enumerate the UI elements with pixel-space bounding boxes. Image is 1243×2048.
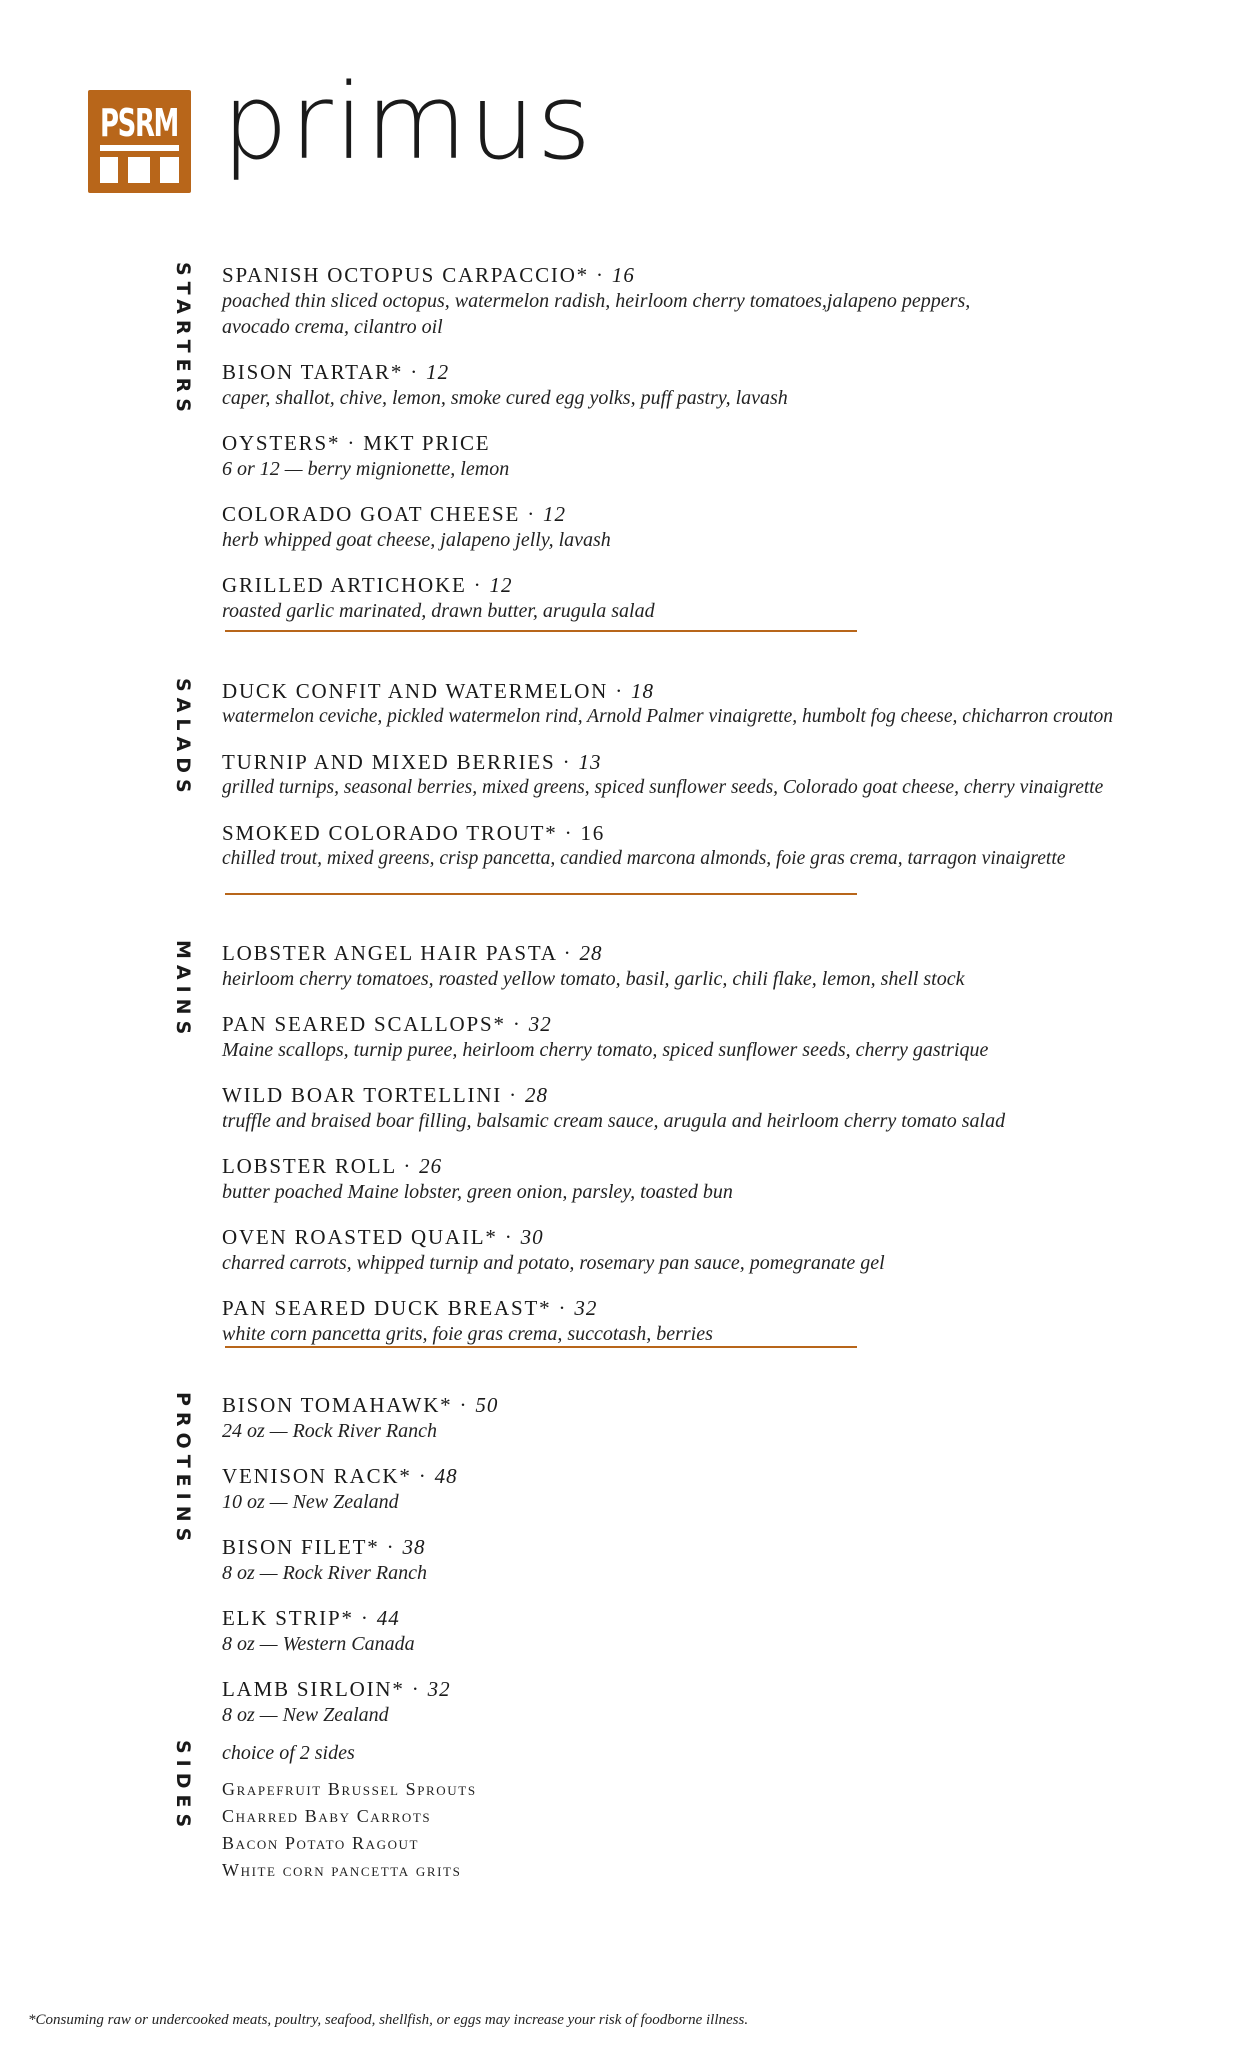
logo-mark	[88, 90, 191, 193]
menu-item	[222, 359, 1002, 411]
menu-item	[222, 1392, 498, 1444]
item-title: OYSTERS* · MKT PRICE	[222, 431, 491, 455]
item-price: 28	[579, 941, 603, 965]
mains-list	[222, 940, 1005, 1366]
menu-item	[222, 940, 1005, 992]
item-title: GRILLED ARTICHOKE · 12	[222, 573, 513, 597]
footnote: *Consuming raw or undercooked meats, poultry, seafood, shellfish, or eggs may increase your risk of foodborne illness.	[28, 2012, 749, 2028]
item-description: 24 oz — Rock River Ranch	[222, 1420, 437, 1442]
item-title: COLORADO GOAT CHEESE · 12	[222, 502, 567, 526]
logo-letters-top: PSRM	[100, 101, 178, 145]
item-description: Maine scallops, turnip puree, heirloom cherry tomato, spiced sunflower seeds, cherry gastrique	[222, 1039, 989, 1061]
list-item: Charred Baby Carrots	[222, 1806, 432, 1826]
logo-monogram-icon	[88, 90, 191, 193]
item-price: 12	[543, 502, 567, 526]
item-title: VENISON RACK* · 48	[222, 1464, 458, 1488]
item-price: 44	[376, 1606, 400, 1630]
item-price: MKT PRICE	[363, 431, 491, 455]
section-label-sides: SIDES	[172, 1740, 194, 1834]
item-price: 30	[520, 1225, 544, 1249]
sides-list	[222, 1740, 477, 1884]
item-title: SPANISH OCTOPUS CARPACCIO* · 16	[222, 263, 635, 287]
menu-item	[222, 820, 1113, 872]
menu-item	[222, 262, 1002, 340]
menu-item	[222, 1224, 1005, 1276]
item-description: caper, shallot, chive, lemon, smoke cured egg yolks, puff pastry, lavash	[222, 387, 788, 409]
item-title: TURNIP AND MIXED BERRIES · 13	[222, 750, 602, 774]
proteins-list	[222, 1392, 498, 1747]
item-description: heirloom cherry tomatoes, roasted yellow tomato, basil, garlic, chili flake, lemon, shell stock	[222, 968, 965, 990]
menu-item	[222, 1463, 498, 1515]
item-title: OVEN ROASTED QUAIL* · 30	[222, 1225, 544, 1249]
item-price: 26	[419, 1154, 443, 1178]
menu-item	[222, 1605, 498, 1657]
logo-block-right	[160, 157, 179, 183]
item-description: grilled turnips, seasonal berries, mixed greens, spiced sunflower seeds, Colorado goat cheese, cherry vinaigrette	[222, 777, 1104, 798]
list-item: Bacon Potato Ragout	[222, 1833, 420, 1853]
item-title: WILD BOAR TORTELLINI · 28	[222, 1083, 549, 1107]
menu-item	[222, 1676, 498, 1728]
item-description: herb whipped goat cheese, jalapeno jelly, lavash	[222, 529, 611, 551]
list-item: Grapefruit Brussel Sprouts	[222, 1779, 477, 1799]
item-description: white corn pancetta grits, foie gras crema, succotash, berries	[222, 1323, 713, 1345]
item-description: 6 or 12 — berry mignionette, lemon	[222, 458, 510, 480]
item-price: 16	[580, 821, 606, 845]
item-title: BISON TOMAHAWK* · 50	[222, 1393, 499, 1417]
item-description: 10 oz — New Zealand	[222, 1491, 399, 1513]
item-description: 8 oz — Western Canada	[222, 1633, 415, 1655]
menu-item	[222, 572, 1002, 624]
item-price: 50	[475, 1393, 499, 1417]
menu-item	[222, 430, 1002, 482]
logo-block-left	[100, 157, 118, 183]
logo-bar	[100, 145, 179, 151]
salads-list	[222, 678, 1113, 891]
section-divider	[225, 630, 857, 632]
item-price: 12	[426, 360, 450, 384]
item-price: 48	[434, 1464, 458, 1488]
item-price: 32	[574, 1296, 598, 1320]
item-title: PAN SEARED DUCK BREAST* · 32	[222, 1296, 598, 1320]
menu-item	[222, 1295, 1005, 1347]
item-title: LOBSTER ROLL · 26	[222, 1154, 443, 1178]
item-price: 16	[611, 263, 635, 287]
item-description: poached thin sliced octopus, watermelon radish, heirloom cherry tomatoes,jalapeno peppers, avocado crema, cilantro oil	[222, 290, 971, 338]
menu-item	[222, 1082, 1005, 1134]
item-title: DUCK CONFIT AND WATERMELON · 18	[222, 679, 655, 703]
item-price: 28	[525, 1083, 549, 1107]
item-title: PAN SEARED SCALLOPS* · 32	[222, 1012, 552, 1036]
item-description: 8 oz — Rock River Ranch	[222, 1562, 427, 1584]
menu-item	[222, 1011, 1005, 1063]
item-price: 32	[528, 1012, 552, 1036]
item-title: ELK STRIP* · 44	[222, 1606, 400, 1630]
list-item: White corn pancetta grits	[222, 1860, 462, 1880]
item-title: LOBSTER ANGEL HAIR PASTA · 28	[222, 941, 603, 965]
item-title: BISON TARTAR* · 12	[222, 360, 450, 384]
starters-list	[222, 262, 1002, 643]
item-description: charred carrots, whipped turnip and potato, rosemary pan sauce, pomegranate gel	[222, 1252, 885, 1274]
item-description: butter poached Maine lobster, green onion, parsley, toasted bun	[222, 1181, 733, 1203]
item-price: 18	[631, 679, 655, 703]
item-price: 12	[489, 573, 513, 597]
section-label-mains: MAINS	[172, 940, 194, 1041]
item-description: chilled trout, mixed greens, crisp pancetta, candied marcona almonds, foie gras crema, tarragon vinaigrette	[222, 848, 1066, 869]
menu-item	[222, 678, 1113, 730]
section-divider	[225, 1346, 857, 1348]
section-label-salads: SALADS	[172, 678, 194, 799]
item-description: 8 oz — New Zealand	[222, 1704, 389, 1726]
menu-item	[222, 1534, 498, 1586]
section-label-starters: STARTERS	[172, 262, 194, 418]
item-price: 38	[402, 1535, 426, 1559]
item-title: LAMB SIRLOIN* · 32	[222, 1677, 451, 1701]
section-label-proteins: PROTEINS	[172, 1392, 194, 1548]
logo-block-mid	[128, 157, 150, 183]
item-price: 13	[578, 750, 602, 774]
item-description: roasted garlic marinated, drawn butter, arugula salad	[222, 600, 655, 622]
menu-item	[222, 749, 1113, 801]
menu-item	[222, 501, 1002, 553]
brand-wordmark: primus	[222, 61, 594, 183]
item-title: SMOKED COLORADO TROUT* · 16	[222, 821, 606, 845]
item-title: BISON FILET* · 38	[222, 1535, 426, 1559]
item-description: truffle and braised boar filling, balsamic cream sauce, arugula and heirloom cherry tomato salad	[222, 1110, 1006, 1132]
sides-note: choice of 2 sides	[222, 1742, 355, 1764]
menu-item	[222, 1153, 1005, 1205]
item-price: 32	[427, 1677, 451, 1701]
section-divider	[225, 893, 857, 895]
item-description: watermelon ceviche, pickled watermelon rind, Arnold Palmer vinaigrette, humbolt fog cheese, chicharron crouton	[222, 706, 1114, 727]
